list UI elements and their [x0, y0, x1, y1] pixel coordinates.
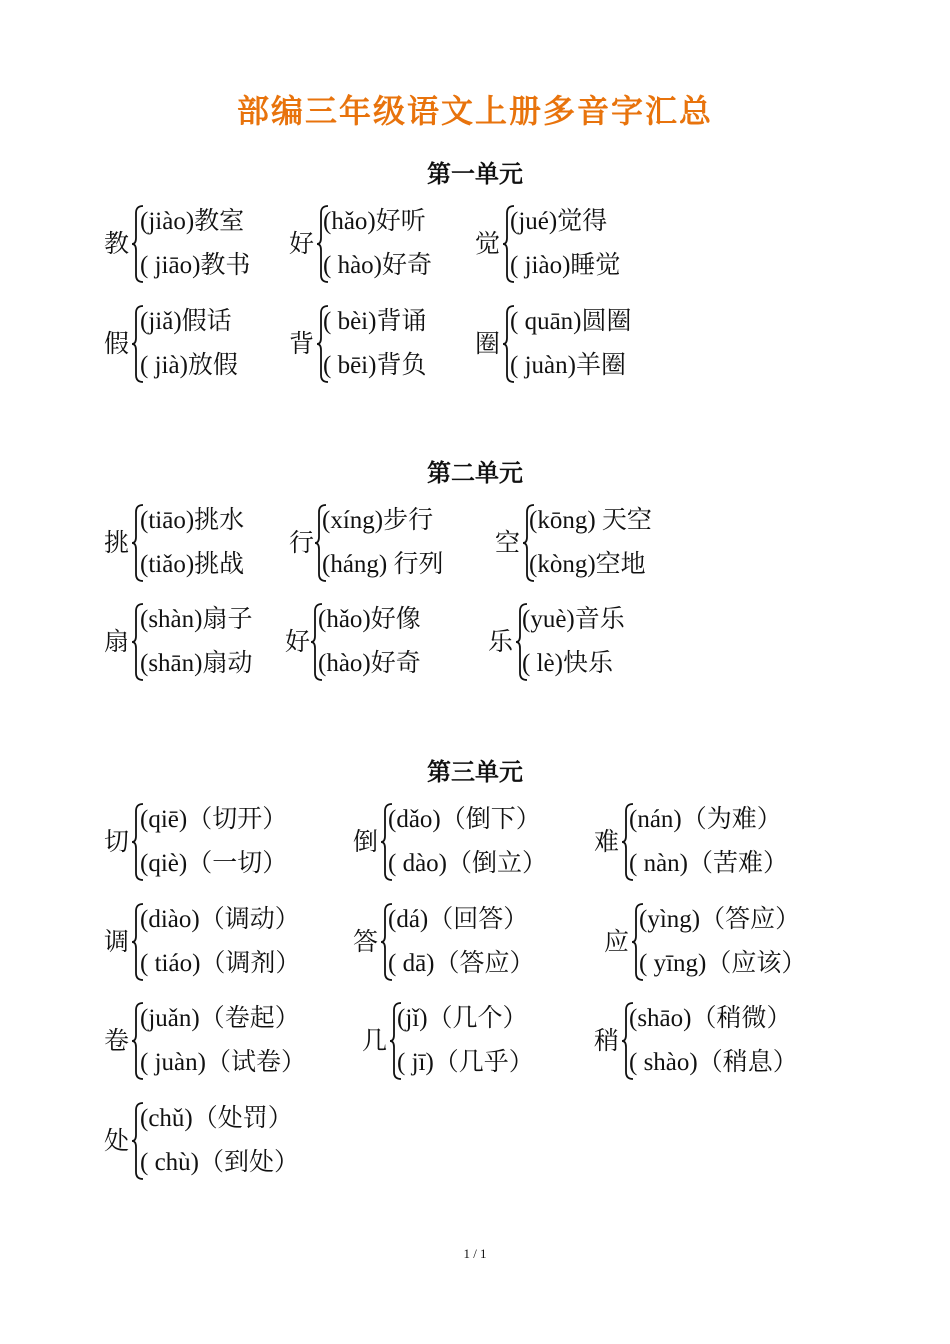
reading-1: (dá)（回答） — [388, 906, 529, 933]
reading-2: (háng) 行列 — [322, 551, 444, 578]
polyphone-char: 行 — [289, 528, 315, 557]
reading-1: (juǎn)（卷起） — [140, 1005, 300, 1032]
reading-1: (dǎo)（倒下） — [388, 806, 541, 833]
unit-heading: 第一单元 — [427, 160, 523, 188]
polyphone-char: 难 — [594, 827, 620, 856]
polyphone-char: 好 — [289, 229, 315, 258]
polyphone-entry — [104, 203, 284, 287]
reading-2: (hào)好奇 — [318, 650, 421, 677]
reading-1: (hǎo)好像 — [318, 606, 421, 633]
page-number: 1 / 1 — [463, 1246, 487, 1261]
polyphone-char: 好 — [285, 627, 311, 656]
polyphone-char: 挑 — [104, 528, 130, 557]
polyphone-char: 几 — [362, 1026, 388, 1055]
reading-2: (shān)扇动 — [140, 650, 253, 677]
polyphone-entry — [353, 901, 583, 985]
polyphone-entry — [104, 601, 284, 685]
polyphone-entry — [104, 502, 284, 586]
reading-1: (hǎo)好听 — [323, 208, 426, 235]
polyphone-char: 切 — [104, 827, 130, 856]
polyphone-entry — [604, 901, 834, 985]
reading-1: (qiē)（切开） — [140, 806, 288, 833]
reading-1: ( bèi)背诵 — [323, 308, 427, 335]
polyphone-entry — [362, 1000, 582, 1084]
reading-2: (tiǎo)挑战 — [140, 551, 245, 578]
polyphone-char: 觉 — [475, 229, 501, 258]
polyphone-entry — [475, 303, 675, 387]
polyphone-entry — [353, 801, 583, 885]
reading-2: ( nàn)（苦难） — [629, 850, 788, 877]
polyphone-char: 卷 — [104, 1026, 130, 1055]
polyphone-entry — [289, 203, 469, 287]
reading-1: (jǐ)（几个） — [397, 1005, 528, 1032]
reading-1: (tiāo)挑水 — [140, 507, 245, 534]
polyphone-char: 答 — [353, 927, 379, 956]
reading-1: (diào)（调动） — [140, 906, 300, 933]
reading-1: (kōng) 天空 — [529, 507, 652, 534]
polyphone-entry — [594, 1000, 824, 1084]
polyphone-entry — [289, 502, 489, 586]
polyphone-entry — [104, 1100, 344, 1184]
reading-2: ( jī)（几乎） — [397, 1049, 534, 1076]
polyphone-char: 背 — [289, 329, 315, 358]
polyphone-char: 空 — [495, 528, 521, 557]
reading-2: ( juàn)（试卷） — [140, 1049, 306, 1076]
polyphone-char: 假 — [104, 329, 130, 358]
unit-heading: 第三单元 — [427, 758, 523, 786]
reading-1: (chǔ)（处罚） — [140, 1105, 293, 1132]
reading-2: ( juàn)羊圈 — [510, 352, 626, 379]
polyphone-entry — [285, 601, 465, 685]
reading-1: (xíng)步行 — [322, 507, 434, 534]
polyphone-char: 乐 — [488, 627, 514, 656]
reading-1: (shāo)（稍微） — [629, 1005, 792, 1032]
polyphone-char: 调 — [104, 927, 130, 956]
reading-2: ( jià)放假 — [140, 352, 238, 379]
polyphone-char: 应 — [604, 927, 630, 956]
polyphone-entry — [594, 801, 824, 885]
reading-2: (qiè)（一切） — [140, 850, 288, 877]
polyphone-char: 处 — [104, 1126, 130, 1155]
polyphone-char: 稍 — [594, 1026, 620, 1055]
reading-1: (jiào)教室 — [140, 208, 245, 235]
polyphone-entry — [104, 303, 284, 387]
polyphone-entry — [104, 801, 334, 885]
reading-2: ( tiáo)（调剂） — [140, 950, 301, 977]
polyphone-entry — [475, 203, 675, 287]
reading-2: ( lè)快乐 — [522, 650, 613, 677]
polyphone-entry — [104, 1000, 344, 1084]
reading-1: (jué)觉得 — [510, 208, 608, 235]
polyphone-entry — [289, 303, 469, 387]
document-title: 部编三年级语文上册多音字汇总 — [236, 92, 713, 130]
reading-2: ( jiāo)教书 — [140, 252, 251, 279]
polyphone-char: 教 — [104, 229, 130, 258]
reading-2: (kòng)空地 — [529, 551, 646, 578]
reading-2: ( yīng)（应该） — [639, 950, 807, 977]
polyphone-entry — [104, 901, 344, 985]
polyphone-char: 倒 — [353, 827, 379, 856]
reading-1: ( quān)圆圈 — [510, 308, 632, 335]
reading-1: (nán)（为难） — [629, 806, 782, 833]
reading-1: (shàn)扇子 — [140, 606, 253, 633]
unit-heading: 第二单元 — [427, 459, 523, 487]
reading-2: ( dào)（倒立） — [388, 850, 547, 877]
reading-2: ( dā)（答应） — [388, 950, 535, 977]
polyphone-entry — [488, 601, 668, 685]
reading-1: (jiǎ)假话 — [140, 308, 232, 335]
polyphone-char: 扇 — [104, 627, 130, 656]
reading-2: ( chù)（到处） — [140, 1149, 299, 1176]
reading-2: ( shào)（稍息） — [629, 1049, 798, 1076]
polyphone-char: 圈 — [475, 329, 501, 358]
reading-2: ( jiào)睡觉 — [510, 252, 621, 279]
reading-1: (yìng)（答应） — [639, 906, 801, 933]
reading-1: (yuè)音乐 — [522, 606, 625, 633]
polyphone-entry — [495, 502, 695, 586]
reading-2: ( hào)好奇 — [323, 252, 432, 279]
reading-2: ( bēi)背负 — [323, 352, 427, 379]
